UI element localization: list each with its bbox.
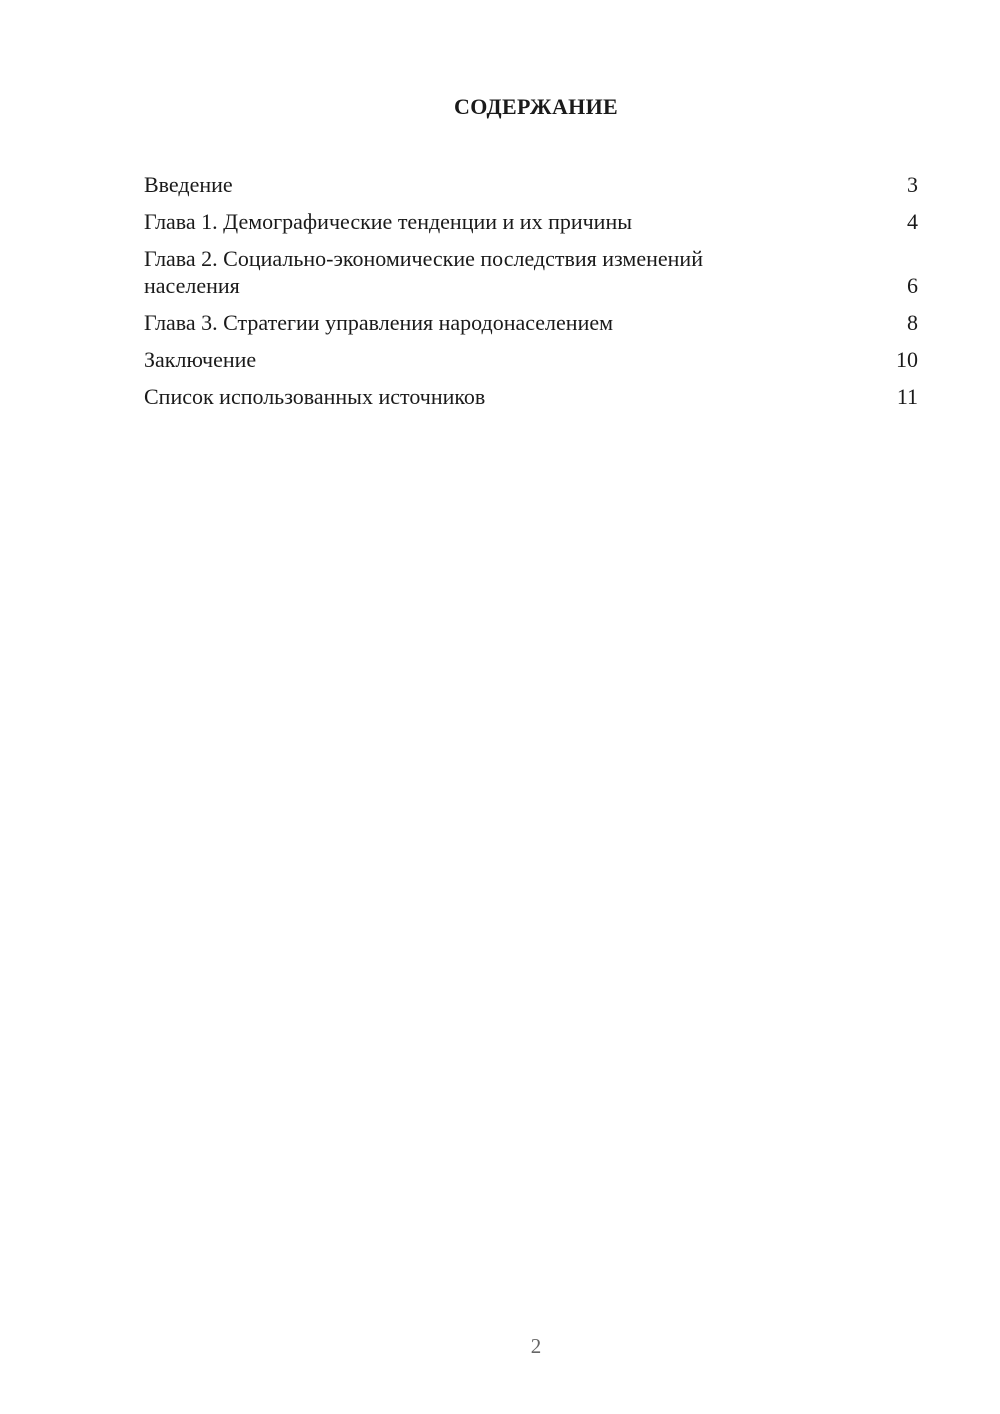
toc-entry-label: Заключение <box>144 347 257 372</box>
toc-entry-label: Список использованных источников <box>144 384 486 409</box>
toc-entry-page-number: 6 <box>907 273 918 298</box>
toc-entry-label: Введение <box>144 172 233 197</box>
toc-entry-label: Глава 1. Демографические тенденции и их причины <box>144 209 633 234</box>
page-number: 2 <box>530 1334 542 1358</box>
toc-entry-label: Глава 3. Стратегии управления народонаселением <box>144 310 614 335</box>
table-of-contents-title: СОДЕРЖАНИЕ <box>454 94 618 119</box>
toc-entry-introduction <box>144 171 918 198</box>
toc-entry-page-number: 4 <box>907 209 918 234</box>
toc-entry-page-number: 10 <box>896 347 918 372</box>
toc-entry-references <box>144 383 918 410</box>
toc-entry-page-number: 11 <box>896 384 918 409</box>
toc-entry-page-number: 8 <box>907 310 918 335</box>
toc-entry-page-number: 3 <box>907 172 918 197</box>
toc-entry-conclusion <box>144 346 918 373</box>
table-of-contents <box>144 171 918 420</box>
toc-entry-chapter-1 <box>144 208 918 235</box>
toc-entry-chapter-2 <box>144 245 918 299</box>
toc-entry-chapter-3 <box>144 309 918 336</box>
toc-entry-label: Глава 2. Социально-экономические последствия изменений населения <box>144 246 703 298</box>
